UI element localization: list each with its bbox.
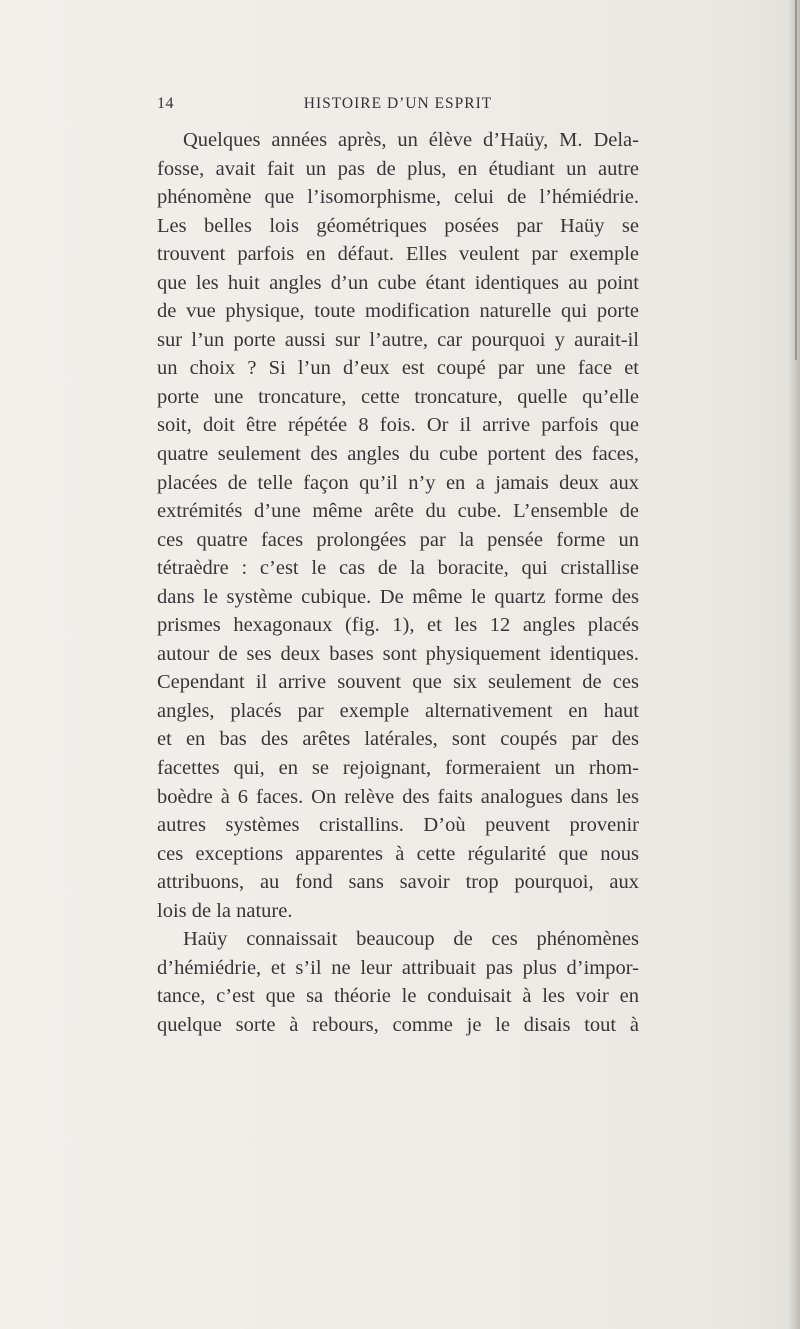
text-line: que les huit angles d’un cube étant identiques au point xyxy=(157,271,639,294)
text-line: placées de telle façon qu’il n’y en a jamais deux aux xyxy=(157,471,639,494)
text-line: Quelques années après, un élève d’Haüy, M. Dela- xyxy=(183,129,639,151)
text-line: extrémités d’une même arête du cube. L’ensemble de xyxy=(157,500,639,523)
page-header xyxy=(157,95,639,119)
running-title: HISTOIRE D’UN ESPRIT xyxy=(303,95,493,112)
text-line: ces quatre faces prolongées par la pensée forme un xyxy=(157,528,639,551)
text-line: soit, doit être répétée 8 fois. Or il arrive parfois que xyxy=(157,414,639,437)
text-line: facettes qui, en se rejoignant, formeraient un rhom- xyxy=(157,757,639,780)
text-line: Haüy connaissait beaucoup de ces phénomènes xyxy=(183,928,639,951)
text-line: prismes hexagonaux (fig. 1), et les 12 angles placés xyxy=(157,614,639,637)
text-line: trouvent parfois en défaut. Elles veulent par exemple xyxy=(157,243,639,266)
text-line: d’hémiédrie, et s’il ne leur attribuait pas plus d’impor- xyxy=(157,956,639,979)
text-line: quatre seulement des angles du cube portent des faces, xyxy=(157,443,639,466)
text-line: un choix ? Si l’un d’eux est coupé par une face et xyxy=(157,357,639,380)
text-line: tétraèdre : c’est le cas de la boracite, qui cristallise xyxy=(157,557,639,580)
text-line: de vue physique, toute modification naturelle qui porte xyxy=(157,300,639,323)
text-line: angles, placés par exemple alternativement en haut xyxy=(157,699,639,722)
text-line: tance, c’est que sa théorie le conduisait à les voir en xyxy=(157,985,639,1008)
paragraph-1 xyxy=(157,126,639,925)
text-line: attribuons, au fond sans savoir trop pourquoi, aux xyxy=(157,871,639,894)
text-line: Les belles lois géométriques posées par Haüy se xyxy=(157,214,639,237)
page-edge-shadow xyxy=(788,0,800,1329)
text-line: boèdre à 6 faces. On relève des faits analogues dans les xyxy=(157,785,639,808)
text-line: dans le système cubique. De même le quartz forme des xyxy=(157,585,639,608)
text-line: phénomène que l’isomorphisme, celui de l’hémiédrie. xyxy=(157,186,639,209)
page-number: 14 xyxy=(157,95,174,112)
text-line: porte une troncature, cette troncature, quelle qu’elle xyxy=(157,385,639,408)
text-line: sur l’un porte aussi sur l’autre, car pourquoi y aurait-il xyxy=(157,328,639,351)
text-line: Cependant il arrive souvent que six seulement de ces xyxy=(157,671,639,694)
text-line: fosse, avait fait un pas de plus, en étudiant un autre xyxy=(157,157,639,180)
text-line: quelque sorte à rebours, comme je le disais tout à xyxy=(157,1013,639,1036)
paragraph-2 xyxy=(157,925,639,1039)
text-line: autres systèmes cristallins. D’où peuvent provenir xyxy=(157,814,639,837)
text-line: ces exceptions apparentes à cette régularité que nous xyxy=(157,842,639,865)
text-line: autour de ses deux bases sont physiquement identiques. xyxy=(157,642,639,665)
body-text xyxy=(157,126,639,1040)
text-line: lois de la nature. xyxy=(157,899,293,922)
text-line: et en bas des arêtes latérales, sont coupés par des xyxy=(157,728,639,751)
